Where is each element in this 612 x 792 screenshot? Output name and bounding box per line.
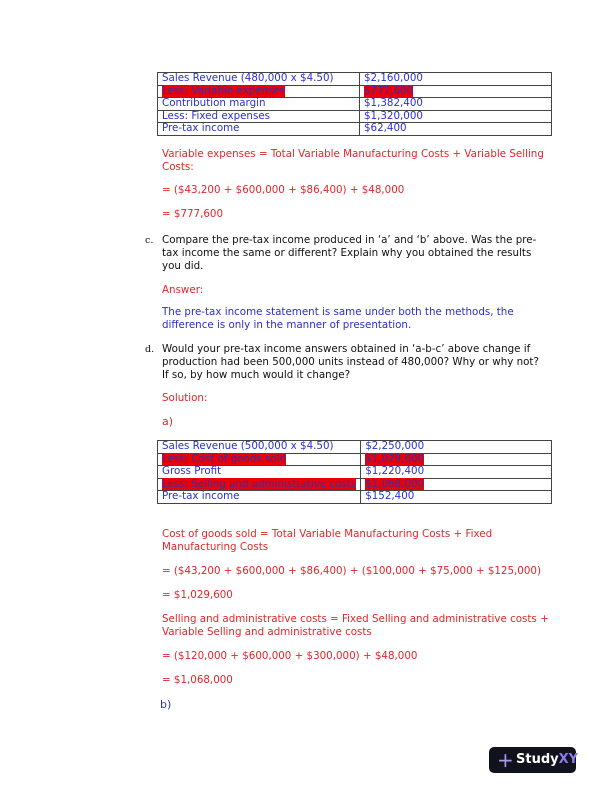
label-text: Pre-tax income: [162, 490, 240, 502]
cell-label: [158, 110, 360, 123]
question-c-line1: Compare the pre-tax income produced in ‘a’ and ‘b’ above. Was the pre-: [162, 234, 537, 246]
value-text: $1,029,600: [365, 452, 425, 465]
label-text: Less: Fixed expenses: [162, 109, 271, 122]
cogs-line1: Cost of goods sold = Total Variable Manufacturing Costs + Fixed: [162, 528, 493, 540]
part-a-label: a): [162, 415, 174, 428]
label-text: Sales Revenue (500,000 x $4.50): [162, 440, 334, 452]
question-c-line3: you did.: [162, 260, 204, 272]
cogs-line2: Manufacturing Costs: [162, 541, 269, 553]
label-text: Pre-tax income: [162, 122, 240, 134]
label-text: Less: Cost of goods sold: [162, 452, 287, 465]
cell-value: [361, 491, 552, 504]
var-exp-line2: Costs:: [162, 161, 194, 173]
item-marker-c: c.: [145, 235, 154, 246]
answer-line1: The pre-tax income statement is same under both the methods, the: [162, 306, 514, 318]
income-table-500k: [157, 440, 552, 504]
cell-label: [158, 478, 361, 491]
cell-value: [360, 73, 552, 86]
label-text: Less: Variable expenses: [162, 84, 286, 97]
var-exp-calc: = ($43,200 + $600,000 + $86,400) + $48,000: [162, 184, 405, 196]
question-c-line2: tax income the same or different? Explain why you obtained the results: [162, 247, 532, 259]
value-text: $1,320,000: [364, 109, 423, 122]
item-marker-d: d.: [145, 344, 155, 355]
table-row: [158, 85, 552, 98]
value-text: $2,160,000: [364, 72, 423, 84]
sga-line2: Variable Selling and administrative costs: [162, 626, 372, 638]
cell-label: [158, 73, 360, 86]
cell-value: [360, 98, 552, 111]
logo-accent: XY: [558, 752, 579, 767]
sga-line1: Selling and administrative costs = Fixed Selling and administrative costs +: [162, 613, 549, 625]
logo-text: Study: [516, 752, 559, 767]
value-text: $2,250,000: [365, 440, 425, 452]
cogs-result: = $1,029,600: [162, 589, 233, 601]
sga-result: = $1,068,000: [162, 674, 233, 686]
table-row: [158, 491, 552, 504]
value-text: $62,400: [364, 122, 407, 134]
cell-value: [361, 441, 552, 454]
cell-label: [158, 491, 361, 504]
answer-label: Answer:: [162, 284, 204, 296]
cell-label: [158, 123, 360, 136]
cell-label: [158, 85, 360, 98]
sga-calc: = ($120,000 + $600,000 + $300,000) + $48,000: [162, 650, 418, 662]
table-row: [158, 466, 552, 479]
cell-value: [361, 478, 552, 491]
cell-label: [158, 98, 360, 111]
cell-value: [360, 110, 552, 123]
cell-value: [360, 123, 552, 136]
cell-label: [158, 453, 361, 466]
table-row: [158, 73, 552, 86]
part-b-label: b): [160, 698, 172, 711]
table-row: [158, 453, 552, 466]
label-text: Gross Profit: [162, 465, 222, 477]
table-row: [158, 123, 552, 136]
value-text: $1,382,400: [364, 97, 423, 109]
value-text: $1,068,000: [365, 477, 425, 490]
cell-label: [158, 441, 361, 454]
label-text: Contribution margin: [162, 97, 266, 109]
income-table-480k: [157, 72, 552, 136]
value-text: $777,600: [364, 84, 414, 97]
label-text: Sales Revenue (480,000 x $4.50): [162, 72, 334, 84]
cogs-calc: = ($43,200 + $600,000 + $86,400) + ($100,000 + $75,000 + $125,000): [162, 565, 541, 577]
solution-label: Solution:: [162, 392, 208, 404]
question-d-line1: Would your pre-tax income answers obtained in ‘a-b-c’ above change if: [162, 343, 531, 355]
answer-line2: difference is only in the manner of presentation.: [162, 319, 412, 331]
table-row: [158, 478, 552, 491]
plus-icon: +: [497, 748, 514, 772]
var-exp-result: = $777,600: [162, 208, 224, 220]
value-text: $152,400: [365, 490, 415, 502]
cell-label: [158, 466, 361, 479]
table-row: [158, 441, 552, 454]
question-d-line2: production had been 500,000 units instead of 480,000? Why or why not?: [162, 356, 539, 368]
var-exp-line1: Variable expenses = Total Variable Manufacturing Costs + Variable Selling: [162, 148, 544, 160]
studyxy-logo[interactable]: [489, 747, 579, 773]
table-row: [158, 98, 552, 111]
question-d-line3: If so, by how much would it change?: [162, 369, 351, 381]
cell-value: [361, 466, 552, 479]
cell-value: [360, 85, 552, 98]
cell-value: [361, 453, 552, 466]
table-row: [158, 110, 552, 123]
value-text: $1,220,400: [365, 465, 425, 477]
label-text: Less: Selling and administrative costs: [162, 477, 357, 490]
